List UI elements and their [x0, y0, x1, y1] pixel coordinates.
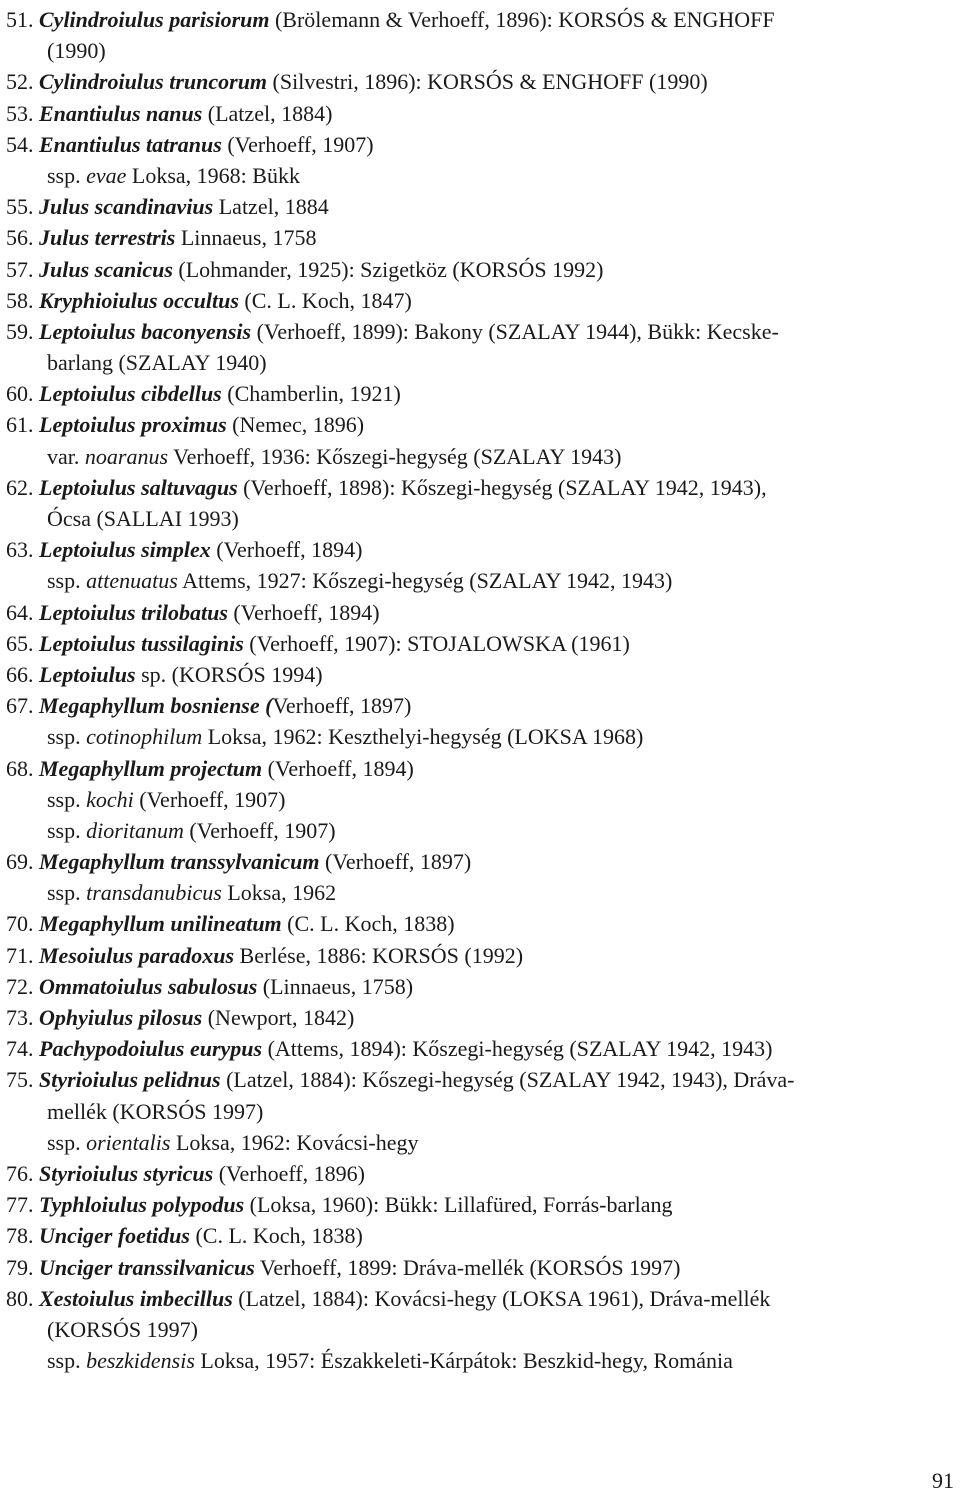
species-name: Megaphyllum unilineatum: [39, 911, 282, 937]
entry-line: [6, 846, 954, 877]
species-authority: Verhoeff, 1897): [272, 693, 412, 719]
entry-line: [6, 534, 954, 565]
species-authority: (Lohmander, 1925): Szigetköz (KORSÓS 1992): [172, 256, 604, 282]
subspecies-authority: Loksa, 1962: Kovácsi-hegy: [170, 1129, 419, 1155]
rank-prefix: ssp.: [47, 162, 87, 188]
entry-line: [6, 254, 954, 285]
species-name: Typhloiulus polypodus: [39, 1192, 245, 1218]
species-name: Enantiulus tatranus: [39, 131, 222, 157]
species-entry: [6, 940, 954, 971]
subspecies-authority: Verhoeff, 1936: Kőszegi-hegység (SZALAY 1943): [168, 443, 622, 469]
species-entry: [6, 222, 954, 253]
entry-line: [6, 597, 954, 628]
rank-prefix: var.: [47, 443, 85, 469]
subspecies-authority: Attems, 1927: Kőszegi-hegység (SZALAY 1942, 1943): [177, 568, 673, 594]
entry-number: 52.: [6, 69, 34, 95]
entry-number: 75.: [6, 1067, 34, 1093]
species-entry: [6, 316, 954, 378]
entry-number: 51.: [6, 7, 34, 32]
entry-line: [6, 4, 954, 35]
species-entry: [6, 66, 954, 97]
entry-number: 60.: [6, 381, 34, 407]
subspecies-line: [6, 1345, 954, 1376]
species-name: Leptoiulus trilobatus: [39, 599, 228, 625]
rank-prefix: ssp.: [47, 1348, 87, 1374]
entry-number: 79.: [6, 1254, 34, 1280]
species-name: Leptoiulus cibdellus: [39, 381, 222, 407]
species-name: Enantiulus nanus: [39, 100, 203, 126]
species-authority: (Verhoeff, 1897): [319, 849, 472, 875]
species-entry: [6, 409, 954, 471]
entry-number: 69.: [6, 849, 34, 875]
species-authority: (Attems, 1894): Kőszegi-hegység (SZALAY 1942, 1943): [262, 1036, 773, 1062]
subspecies-authority: Loksa, 1962: Keszthelyi-hegység (LOKSA 1968): [202, 724, 644, 750]
species-entry: [6, 908, 954, 939]
subspecies-authority: (Verhoeff, 1907): [183, 817, 336, 843]
subspecies-name: orientalis: [86, 1129, 171, 1155]
species-authority: (C. L. Koch, 1838): [189, 1223, 363, 1249]
species-name: Megaphyllum projectum: [39, 755, 263, 781]
subspecies-name: kochi: [86, 786, 134, 812]
rank-prefix: ssp.: [47, 817, 87, 843]
species-entry: [6, 472, 954, 534]
species-entry: [6, 1220, 954, 1251]
species-name: Leptoiulus baconyensis: [39, 318, 252, 344]
entry-number: 66.: [6, 661, 34, 687]
species-name: Kryphioiulus occultus: [39, 287, 239, 313]
subspecies-name: cotinophilum: [86, 724, 203, 750]
entry-number: 77.: [6, 1192, 34, 1218]
entry-number: 55.: [6, 194, 34, 220]
entry-line: [6, 1252, 954, 1283]
species-name: Unciger foetidus: [39, 1223, 190, 1249]
entry-line: [6, 409, 954, 440]
entry-number: 61.: [6, 412, 34, 438]
entry-continuation: (KORSÓS 1997): [47, 1316, 198, 1342]
species-authority: (Newport, 1842): [202, 1005, 355, 1030]
species-authority: (Verhoeff, 1907): STOJALOWSKA (1961): [243, 630, 630, 656]
species-entry: [6, 1002, 954, 1033]
species-entry: [6, 628, 954, 659]
species-authority: (Verhoeff, 1896): [213, 1160, 365, 1186]
entry-line: [6, 222, 954, 253]
species-entry: [6, 659, 954, 690]
species-entry: [6, 534, 954, 596]
entry-number: 58.: [6, 287, 34, 313]
subspecies-authority: (Verhoeff, 1907): [133, 786, 286, 812]
species-authority: Latzel, 1884: [213, 194, 329, 220]
entry-number: 71.: [6, 942, 34, 968]
subspecies-line: [6, 160, 954, 191]
rank-prefix: ssp.: [47, 724, 87, 750]
species-name: Megaphyllum bosniense (: [39, 693, 273, 719]
species-authority: Berlése, 1886: KORSÓS (1992): [234, 942, 524, 968]
entry-number: 57.: [6, 256, 34, 282]
entry-number: 63.: [6, 537, 34, 563]
species-name: Cylindroiulus truncorum: [39, 69, 268, 95]
species-entry: [6, 971, 954, 1002]
entry-line: [6, 378, 954, 409]
entry-number: 68.: [6, 755, 34, 781]
species-entry: [6, 378, 954, 409]
species-name: Leptoiulus proximus: [39, 412, 227, 438]
entry-line: [6, 1189, 954, 1220]
species-entry: [6, 1252, 954, 1283]
species-name: Styrioiulus styricus: [39, 1160, 214, 1186]
entry-continuation: mellék (KORSÓS 1997): [47, 1098, 264, 1124]
species-authority: (Verhoeff, 1899): Bakony (SZALAY 1944), Bükk: Kecske-: [251, 318, 779, 344]
species-authority: Verhoeff, 1899: Dráva-mellék (KORSÓS 1997): [254, 1254, 681, 1280]
entry-number: 64.: [6, 599, 34, 625]
entry-number: 74.: [6, 1036, 34, 1062]
entry-line: [6, 971, 954, 1002]
species-authority: (Verhoeff, 1907): [221, 131, 374, 157]
species-name: Pachypodoiulus eurypus: [39, 1036, 263, 1062]
entry-line: [6, 1064, 954, 1095]
entry-line: [6, 690, 954, 721]
species-authority: (Silvestri, 1896): KORSÓS & ENGHOFF (1990): [267, 69, 708, 95]
entry-continuation: (1990): [47, 38, 106, 64]
species-name: Leptoiulus saltuvagus: [39, 474, 238, 500]
species-entry: [6, 1158, 954, 1189]
subspecies-name: attenuatus: [86, 568, 178, 594]
entry-number: 78.: [6, 1223, 34, 1249]
entry-continuation: Ócsa (SALLAI 1993): [47, 506, 239, 531]
entry-number: 73.: [6, 1005, 34, 1030]
subspecies-line: [6, 877, 954, 908]
entry-number: 76.: [6, 1160, 34, 1186]
entry-continuation: barlang (SZALAY 1940): [47, 350, 267, 376]
species-name: Leptoiulus simplex: [39, 537, 211, 563]
species-entry: [6, 597, 954, 628]
entry-line: [6, 1033, 954, 1064]
species-entry: [6, 4, 954, 66]
subspecies-line: [6, 721, 954, 752]
species-authority: (Loksa, 1960): Bükk: Lillafüred, Forrás-barlang: [244, 1192, 673, 1218]
entry-line: [6, 940, 954, 971]
entry-line: [6, 285, 954, 316]
species-name: Megaphyllum transsylvanicum: [39, 849, 320, 875]
rank-prefix: ssp.: [47, 786, 87, 812]
species-authority: (Latzel, 1884): Kovácsi-hegy (LOKSA 1961), Dráva-mellék: [232, 1285, 771, 1311]
species-name: Ommatoiulus sabulosus: [39, 973, 258, 999]
entry-number: 53.: [6, 100, 34, 126]
species-list: [6, 4, 954, 1376]
species-entry: [6, 254, 954, 285]
species-name: Julus scanicus: [39, 256, 173, 282]
species-entry: [6, 690, 954, 752]
entry-number: 56.: [6, 225, 34, 251]
rank-prefix: ssp.: [47, 568, 87, 594]
entry-line: [6, 1002, 954, 1033]
species-authority: (Nemec, 1896): [226, 412, 365, 438]
species-authority: (Verhoeff, 1894): [210, 537, 363, 563]
entry-line: [6, 753, 954, 784]
entry-line: [6, 98, 954, 129]
species-authority: (C. L. Koch, 1847): [238, 287, 412, 313]
species-entry: [6, 1033, 954, 1064]
species-name: Xestoiulus imbecillus: [39, 1285, 233, 1311]
species-authority: (Verhoeff, 1898): Kőszegi-hegység (SZALAY 1942, 1943),: [237, 474, 767, 500]
species-name: Julus terrestris: [39, 225, 176, 251]
entry-line: [6, 628, 954, 659]
entry-line: [6, 316, 954, 347]
entry-line: [6, 472, 954, 503]
species-name: Styrioiulus pelidnus: [39, 1067, 221, 1093]
rank-prefix: ssp.: [47, 1129, 87, 1155]
species-entry: [6, 1283, 954, 1377]
entry-number: 67.: [6, 693, 34, 719]
entry-line: [6, 1158, 954, 1189]
subspecies-name: beszkidensis: [86, 1348, 195, 1374]
subspecies-line: [6, 1127, 954, 1158]
species-name: Ophyiulus pilosus: [39, 1005, 203, 1030]
species-authority: (Linnaeus, 1758): [257, 973, 414, 999]
species-name: Unciger transsilvanicus: [39, 1254, 255, 1280]
species-name: Julus scandinavius: [39, 194, 214, 220]
entry-number: 59.: [6, 318, 34, 344]
page-number: 91: [932, 1468, 954, 1493]
rank-prefix: ssp.: [47, 880, 87, 906]
entry-number: 72.: [6, 973, 34, 999]
species-authority: (Verhoeff, 1894): [262, 755, 414, 781]
species-authority: sp. (KORSÓS 1994): [135, 661, 323, 687]
entry-line: [6, 129, 954, 160]
species-authority: (Latzel, 1884): Kőszegi-hegység (SZALAY 1942, 1943), Dráva-: [220, 1067, 795, 1093]
subspecies-name: noaranus: [84, 443, 169, 469]
subspecies-line: [6, 784, 954, 815]
entry-line: [6, 1220, 954, 1251]
species-authority: (Latzel, 1884): [202, 100, 333, 126]
entry-number: 65.: [6, 630, 34, 656]
entry-number: 54.: [6, 131, 34, 157]
entry-number: 62.: [6, 474, 34, 500]
species-entry: [6, 753, 954, 847]
species-name: Leptoiulus tussilaginis: [39, 630, 244, 656]
subspecies-line: [6, 565, 954, 596]
subspecies-name: dioritanum: [86, 817, 184, 843]
species-entry: [6, 191, 954, 222]
subspecies-line: [6, 441, 954, 472]
entry-number: 70.: [6, 911, 34, 937]
species-entry: [6, 846, 954, 908]
subspecies-authority: Loksa, 1962: [221, 880, 337, 906]
species-entry: [6, 129, 954, 191]
species-authority: (C. L. Koch, 1838): [281, 911, 455, 937]
species-authority: Linnaeus, 1758: [175, 225, 317, 251]
species-entry: [6, 98, 954, 129]
subspecies-line: [6, 815, 954, 846]
species-name: Mesoiulus paradoxus: [39, 942, 235, 968]
species-name: Cylindroiulus parisiorum: [39, 7, 270, 32]
entry-line: [6, 908, 954, 939]
entry-number: 80.: [6, 1285, 34, 1311]
species-authority: (Brölemann & Verhoeff, 1896): KORSÓS & ENGHOFF: [269, 7, 775, 32]
subspecies-authority: Loksa, 1957: Északkeleti-Kárpátok: Beszkid-hegy, Románia: [194, 1348, 733, 1374]
entry-line: [6, 659, 954, 690]
species-authority: (Verhoeff, 1894): [227, 599, 380, 625]
species-authority: (Chamberlin, 1921): [221, 381, 401, 407]
species-entry: [6, 285, 954, 316]
species-entry: [6, 1064, 954, 1158]
subspecies-name: transdanubicus: [86, 880, 222, 906]
entry-line: [6, 1283, 954, 1314]
subspecies-name: evae: [86, 162, 127, 188]
species-entry: [6, 1189, 954, 1220]
subspecies-authority: Loksa, 1968: Bükk: [126, 162, 300, 188]
entry-line: [6, 191, 954, 222]
species-name: Leptoiulus: [39, 661, 136, 687]
entry-line: [6, 66, 954, 97]
